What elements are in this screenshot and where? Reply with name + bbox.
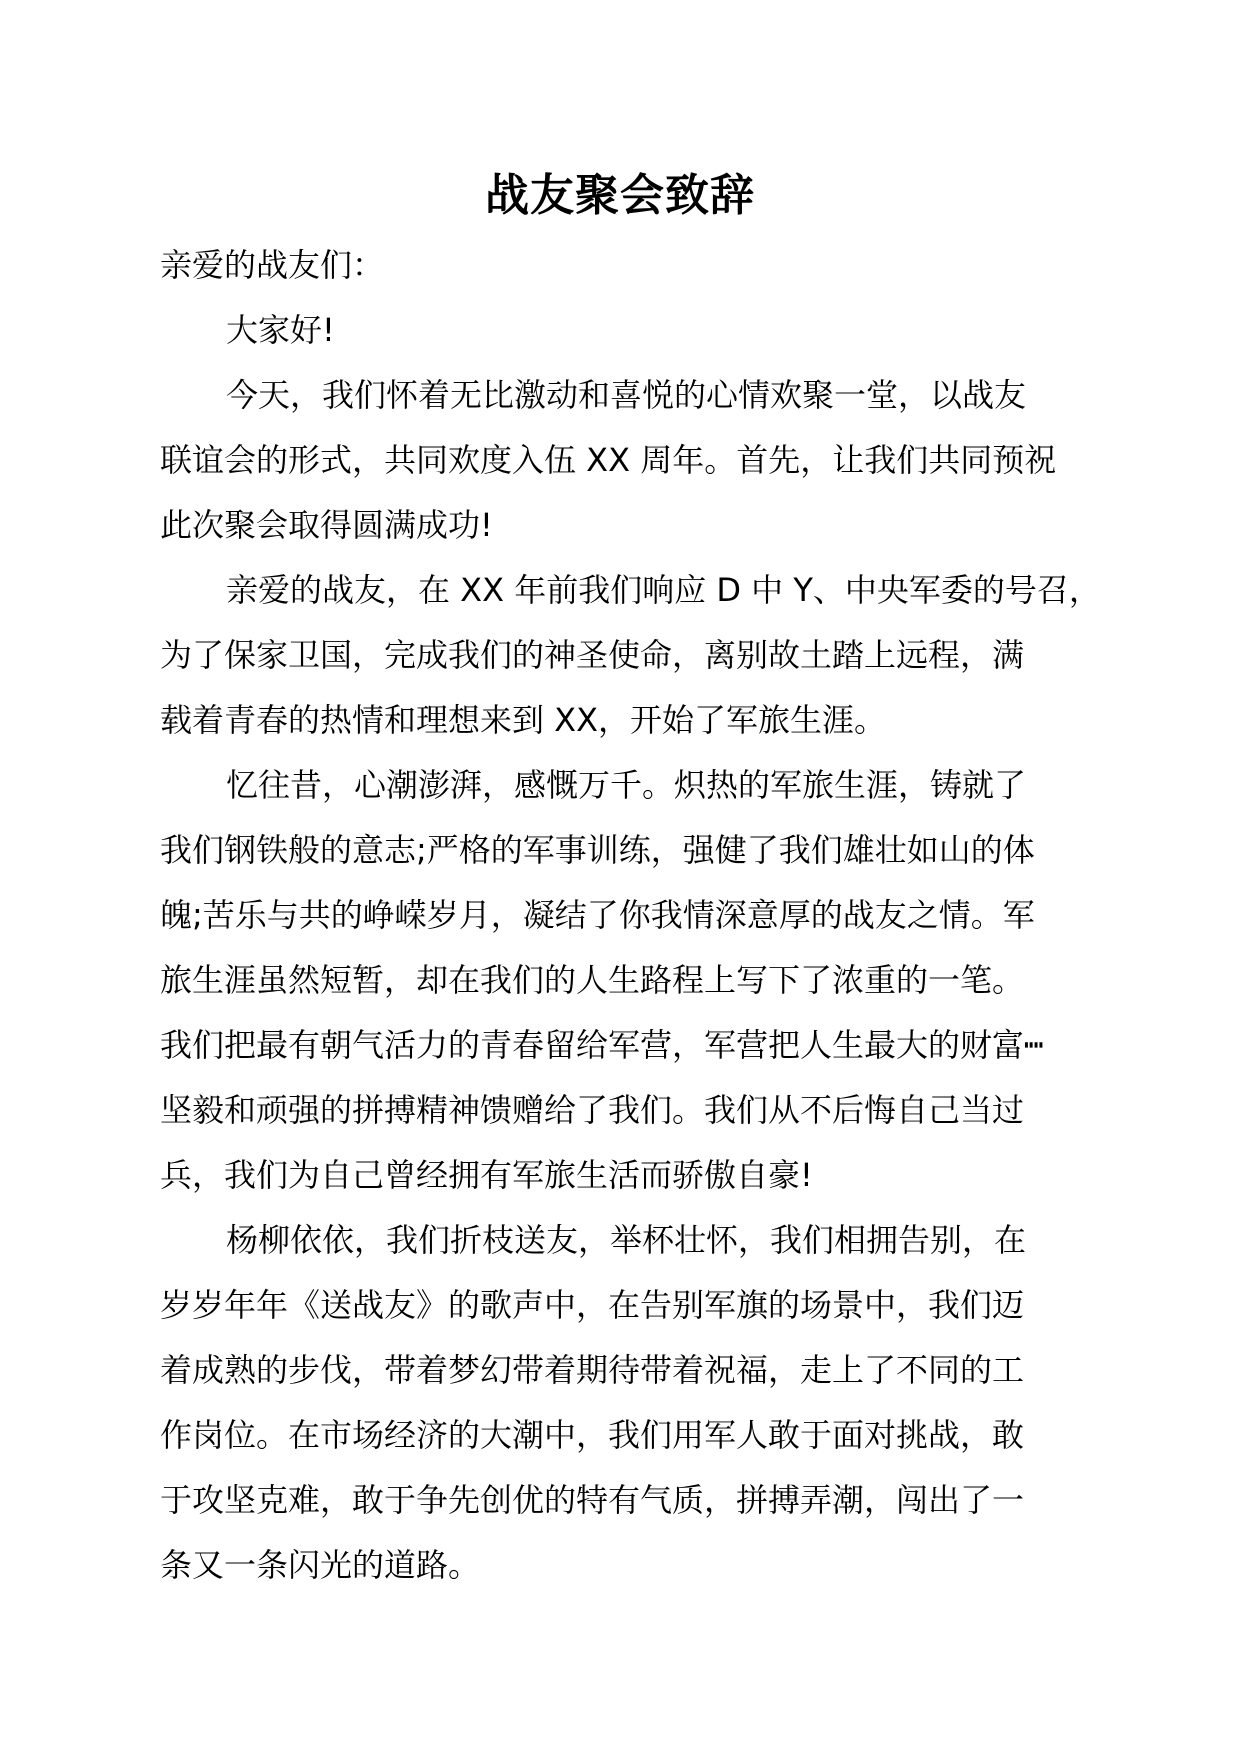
text-line: 为了保家卫国，完成我们的神圣使命，离别故土踏上远程，满 — [160, 636, 1025, 674]
greeting-line: 亲爱的战友们： — [160, 246, 385, 284]
text-line: 忆往昔，心潮澎湃，感慨万千。炽热的军旅生涯，铸就了 — [226, 766, 1027, 804]
text-line: 联谊会的形式，共同欢度入伍 XX 周年。首先，让我们共同预祝 — [160, 441, 1057, 479]
text-line: 今天，我们怀着无比激动和喜悦的心情欢聚一堂，以战友 — [226, 376, 1027, 414]
text-line: 亲爱的战友，在 XX 年前我们响应 D 中 Y、中央军委的号召， — [226, 571, 1101, 609]
text-line: 杨柳依依，我们折枝送友，举杯壮怀，我们相拥告别，在 — [226, 1221, 1027, 1259]
text-line: 条又一条闪光的道路。 — [160, 1546, 481, 1584]
text-line: 我们钢铁般的意志;严格的军事训练，强健了我们雄壮如山的体 — [160, 831, 1035, 869]
text-line: 坚毅和顽强的拼搏精神馈赠给了我们。我们从不后悔自己当过 — [160, 1091, 1025, 1129]
text-line: 于攻坚克难，敢于争先创优的特有气质，拼搏弄潮，闯出了一 — [160, 1481, 1025, 1519]
document-title: 战友聚会致辞 — [485, 170, 755, 221]
text-line: 魄;苦乐与共的峥嵘岁月，凝结了你我情深意厚的战友之情。军 — [160, 896, 1035, 934]
text-line: 兵，我们为自己曾经拥有军旅生活而骄傲自豪! — [160, 1156, 813, 1194]
text-line: 此次聚会取得圆满成功! — [160, 506, 493, 544]
text-line: 载着青春的热情和理想来到 XX，开始了军旅生涯。 — [160, 701, 887, 739]
text-line: 作岗位。在市场经济的大潮中，我们用军人敢于面对挑战，敢 — [160, 1416, 1025, 1454]
text-line: 岁岁年年《送战友》的歌声中，在告别军旗的场景中，我们迈 — [160, 1286, 1025, 1324]
text-line: 大家好! — [226, 311, 335, 349]
text-line: 着成熟的步伐，带着梦幻带着期待带着祝福，走上了不同的工 — [160, 1351, 1025, 1389]
text-line: 我们把最有朝气活力的青春留给军营，军营把人生最大的财富┉ — [160, 1026, 1044, 1064]
document-body — [160, 233, 1110, 1598]
text-line: 旅生涯虽然短暂，却在我们的人生路程上写下了浓重的一笔。 — [160, 961, 1025, 999]
